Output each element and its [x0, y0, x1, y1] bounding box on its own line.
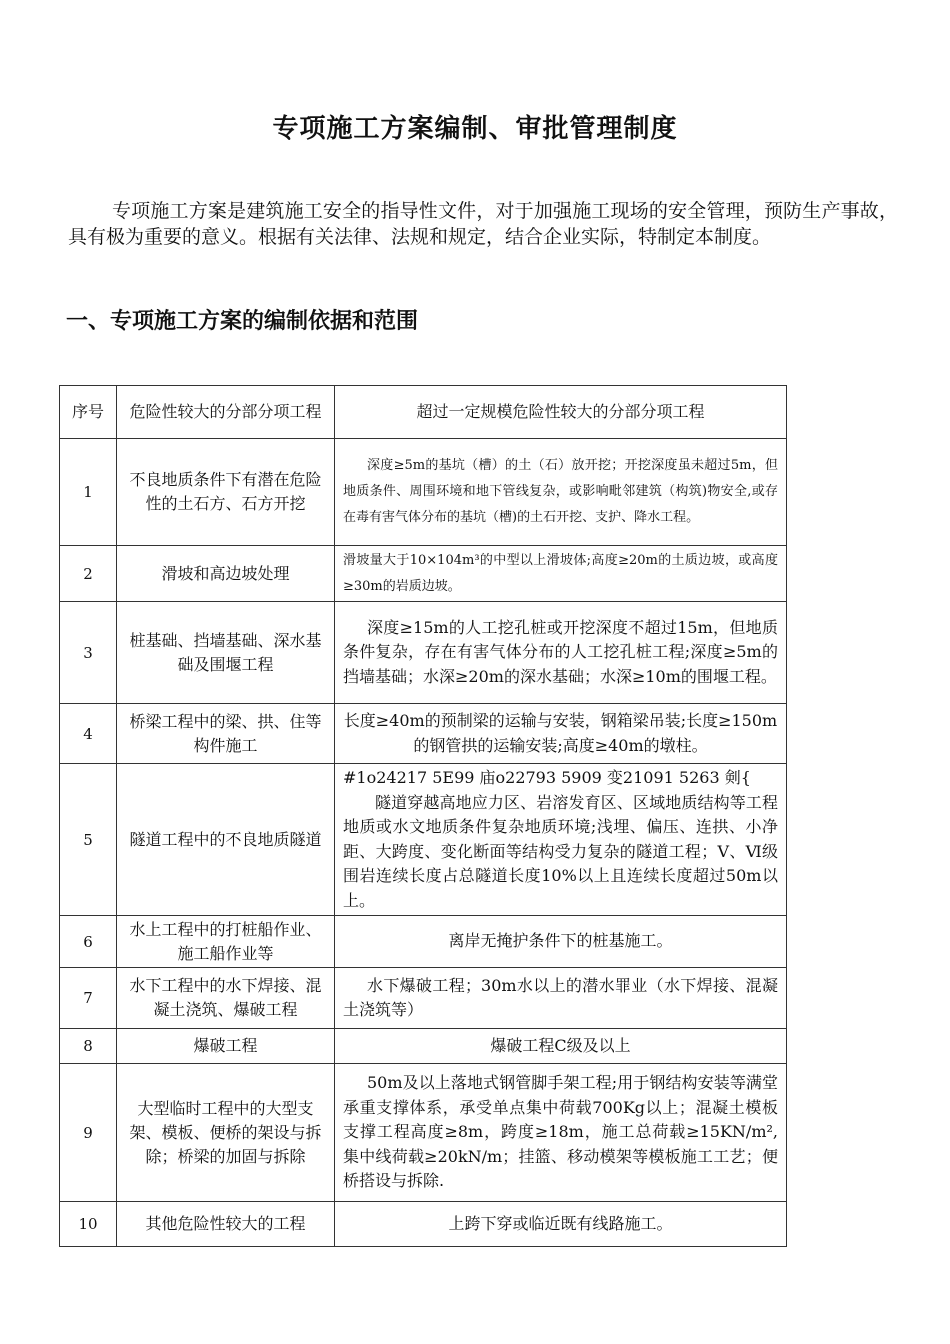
- row-criteria-text: 隧道穿越高地应力区、岩溶发育区、区域地质结构等工程地质或水文地质条件复杂地质环境;浅埋、偏压、连拱、小净距、大跨度、变化断面等结构受力复杂的隧道工程；Ⅴ、Ⅵ级围岩连续长度占总隧道长度10%以上且连续长度超过50m以上。: [343, 792, 778, 910]
- row-criteria-code: #1o24217 5E99 庙o22793 5909 变21091 5263 剣{: [343, 768, 751, 787]
- row-category: 水上工程中的打桩船作业、施工船作业等: [117, 916, 335, 968]
- table-row: [60, 764, 787, 916]
- row-category: 爆破工程: [117, 1029, 335, 1064]
- row-index: 7: [60, 968, 117, 1029]
- row-criteria: 深度≥5m的基坑（槽）的土（石）放开挖；开挖深度虽未超过5m，但地质条件、周围环境和地下管线复杂，或影响毗邻建筑（构筑)物安全,或存在毒有害气体分布的基坑（槽)的土石开挖、支护、降水工程。: [335, 439, 787, 546]
- row-index: 3: [60, 602, 117, 704]
- header-index: 序号: [60, 386, 117, 439]
- table-row: [60, 1064, 787, 1202]
- row-category: 滑坡和高边坡处理: [117, 546, 335, 602]
- table-row: [60, 602, 787, 704]
- row-criteria: 爆破工程C级及以上: [335, 1029, 787, 1064]
- header-criteria: 超过一定规模危险性较大的分部分项工程: [335, 386, 787, 439]
- row-category: 隧道工程中的不良地质隧道: [117, 764, 335, 916]
- table-row: [60, 916, 787, 968]
- table-header-row: [60, 386, 787, 439]
- row-index: 4: [60, 704, 117, 764]
- table-row: [60, 439, 787, 546]
- scope-table: [59, 385, 787, 1247]
- section-heading: 一、专项施工方案的编制依据和范围: [66, 309, 419, 334]
- row-index: 2: [60, 546, 117, 602]
- intro-paragraph: 专项施工方案是建筑施工安全的指导性文件，对于加强施工现场的安全管理，预防生产事故，具有极为重要的意义。根据有关法律、法规和规定，结合企业实际，特制定本制度。: [68, 200, 898, 248]
- table-row: [60, 1029, 787, 1064]
- row-criteria: [335, 764, 787, 916]
- row-criteria: 水下爆破工程；30m水以上的潜水罪业（水下焊接、混凝土浇筑等）: [335, 968, 787, 1029]
- row-index: 5: [60, 764, 117, 916]
- row-category: 大型临时工程中的大型支架、模板、便桥的架设与拆除；桥梁的加固与拆除: [117, 1064, 335, 1202]
- table-row: [60, 704, 787, 764]
- row-category: 桩基础、挡墙基础、深水基础及围堰工程: [117, 602, 335, 704]
- row-index: 9: [60, 1064, 117, 1202]
- row-index: 10: [60, 1202, 117, 1247]
- row-criteria: 上跨下穿或临近既有线路施工。: [335, 1202, 787, 1247]
- row-index: 6: [60, 916, 117, 968]
- row-category: 水下工程中的水下焊接、混凝土浇筑、爆破工程: [117, 968, 335, 1029]
- row-category: 不良地质条件下有潜在危险性的土石方、石方开挖: [117, 439, 335, 546]
- row-criteria: 离岸无掩护条件下的桩基施工。: [335, 916, 787, 968]
- table-row: [60, 546, 787, 602]
- row-category: 其他危险性较大的工程: [117, 1202, 335, 1247]
- row-criteria: 深度≥15m的人工挖孔桩或开挖深度不超过15m，但地质条件复杂，存在有害气体分布的人工挖孔桩工程;深度≥5m的挡墙基础；水深≥20m的深水基础；水深≥10m的围堰工程。: [335, 602, 787, 704]
- document-title: 专项施工方案编制、审批管理制度: [272, 114, 678, 144]
- table-row: [60, 968, 787, 1029]
- table-row: [60, 1202, 787, 1247]
- row-index: 1: [60, 439, 117, 546]
- row-criteria: 滑坡量大于10×104m³的中型以上滑坡体;高度≥20m的土质边坡，或高度≥30m的岩质边坡。: [335, 546, 787, 602]
- row-index: 8: [60, 1029, 117, 1064]
- header-category: 危险性较大的分部分项工程: [117, 386, 335, 439]
- row-category: 桥梁工程中的梁、拱、住等构件施工: [117, 704, 335, 764]
- row-criteria: 长度≥40m的预制梁的运输与安装，钢箱梁吊装;长度≥150m的钢管拱的运输安装;高度≥40m的墩柱。: [335, 704, 787, 764]
- row-criteria: 50m及以上落地式钢管脚手架工程;用于钢结构安装等满堂承重支撑体系，承受单点集中荷载700Kg以上；混凝土模板支撑工程高度≥8m，跨度≥18m，施工总荷载≥15KN/m²,集中线荷载≥20kN/m；挂篮、移动模架等模板施工工艺；便桥搭设与拆除.: [335, 1064, 787, 1202]
